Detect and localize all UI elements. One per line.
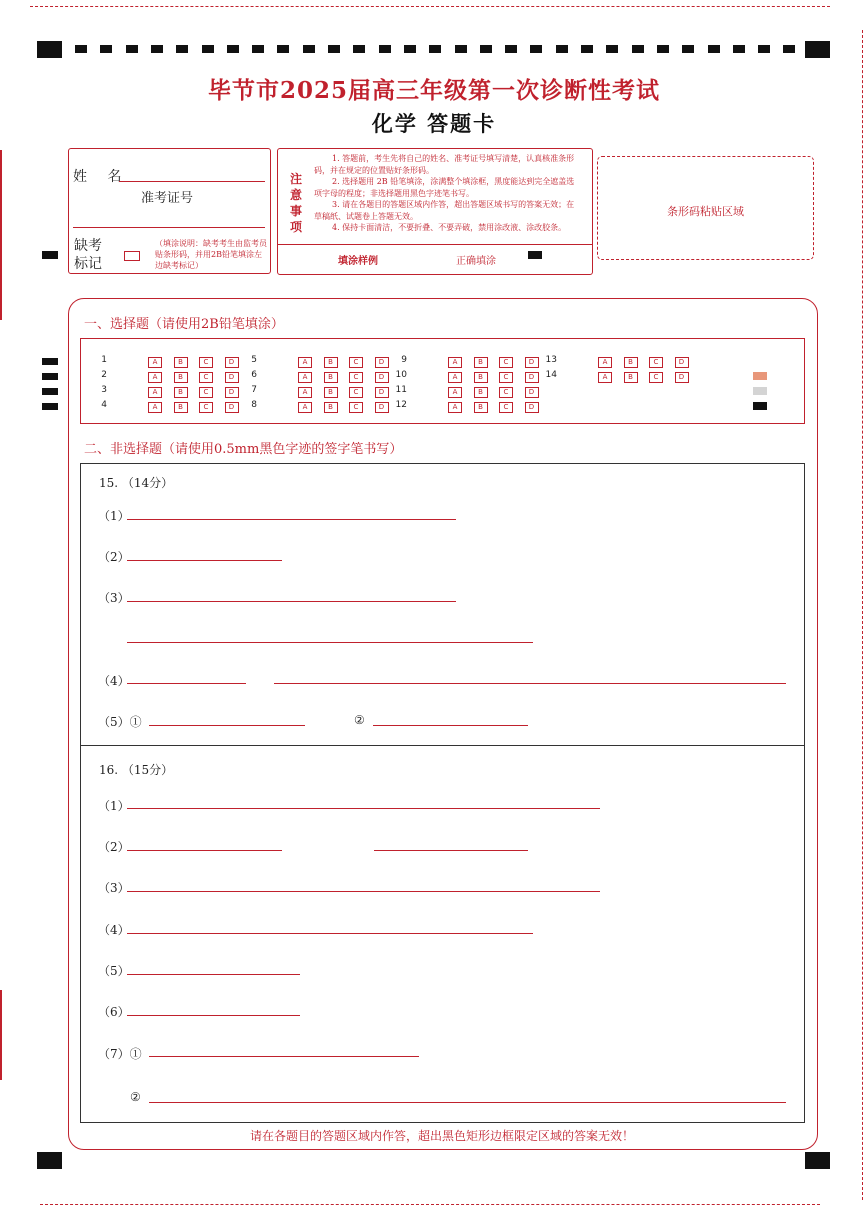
q15-part-label: ②: [354, 713, 365, 727]
name-field[interactable]: [119, 181, 265, 182]
option-bubble-a[interactable]: A: [148, 372, 162, 383]
barcode-area: [597, 156, 814, 260]
timing-mark: [75, 45, 87, 53]
q15-2-answer-line[interactable]: [127, 560, 282, 561]
option-bubble-b[interactable]: B: [474, 402, 488, 413]
q16-heading: 16. （15分）: [99, 763, 174, 777]
q16-part-label: （2）: [98, 840, 130, 854]
sample-label: 填涂样例: [338, 256, 378, 267]
question-number: 11: [395, 385, 407, 395]
q16-part-label: （1）: [98, 799, 130, 813]
option-bubble-d[interactable]: D: [225, 372, 239, 383]
option-bubble-b[interactable]: B: [624, 372, 638, 383]
question-number: 10: [395, 370, 407, 380]
q16-part-label: （3）: [98, 881, 130, 895]
filled-sample-icon: [528, 251, 542, 259]
question-number: 8: [251, 400, 257, 410]
option-bubble-b[interactable]: B: [174, 372, 188, 383]
timing-mark: [556, 45, 568, 53]
timing-mark: [758, 45, 770, 53]
name-label: 姓 名: [73, 169, 130, 185]
option-bubble-c[interactable]: C: [199, 387, 213, 398]
timing-mark: [176, 45, 188, 53]
q16-6-answer-line[interactable]: [127, 1015, 300, 1016]
timing-mark: [37, 41, 62, 58]
timing-mark: [126, 45, 138, 53]
q16-7a-answer-line[interactable]: [149, 1056, 419, 1057]
timing-mark: [530, 45, 542, 53]
q15-part-label: （5）①: [98, 715, 142, 729]
notice-box: [277, 148, 593, 275]
question-number: 14: [545, 370, 557, 380]
timing-mark: [303, 45, 315, 53]
bottom-dashed-border: [40, 1204, 820, 1205]
q15-heading: 15. （14分）: [99, 476, 174, 490]
q16-2-answer-line-2[interactable]: [374, 850, 528, 851]
q15-part-label: （1）: [98, 509, 130, 523]
section2-title: 二、非选择题（请使用0.5mm黑色字迹的签字笔书写）: [84, 442, 403, 457]
notice-item: 1. 答题前，考生先将自己的姓名、准考证号填写清楚，认真核准条形码，并在规定的位置贴好条形码。: [314, 154, 575, 175]
option-bubble-b[interactable]: B: [324, 387, 338, 398]
top-dashed-border: [30, 6, 830, 7]
candidate-info-box: [68, 148, 271, 274]
question-number: 7: [251, 385, 257, 395]
option-bubble-a[interactable]: A: [298, 372, 312, 383]
question-number: 9: [401, 355, 407, 365]
q15-4-answer-line-2[interactable]: [274, 683, 786, 684]
timing-mark: [480, 45, 492, 53]
question-number: 1: [101, 355, 107, 365]
right-dashed-border: [862, 30, 863, 1200]
option-bubble-a[interactable]: A: [148, 402, 162, 413]
absent-checkbox[interactable]: [124, 251, 140, 261]
option-bubble-d[interactable]: D: [675, 372, 689, 383]
option-bubble-c[interactable]: C: [349, 372, 363, 383]
option-bubble-c[interactable]: C: [649, 357, 663, 368]
option-bubble-a[interactable]: A: [298, 387, 312, 398]
section1-title: 一、选择题（请使用2B铅笔填涂）: [84, 317, 284, 332]
option-bubble-a[interactable]: A: [148, 387, 162, 398]
option-bubble-d[interactable]: D: [225, 387, 239, 398]
option-bubble-d[interactable]: D: [225, 402, 239, 413]
option-bubble-d[interactable]: D: [375, 357, 389, 368]
q16-part-label: （6）: [98, 1005, 130, 1019]
notice-item: 3. 请在各题目的答题区域内作答，超出答题区域书写的答案无效；在草稿纸、试题卷上答题无效。: [314, 200, 575, 221]
option-bubble-b[interactable]: B: [324, 402, 338, 413]
exam-id-label: 准考证号: [141, 191, 194, 206]
timing-mark: [783, 45, 795, 53]
left-edge-mark: [0, 990, 2, 1080]
timing-mark: [227, 45, 239, 53]
option-bubble-d[interactable]: D: [375, 387, 389, 398]
timing-mark: [277, 45, 289, 53]
option-bubble-a[interactable]: A: [448, 372, 462, 383]
timing-mark: [505, 45, 517, 53]
notice-items: [314, 153, 582, 234]
option-bubble-a[interactable]: A: [298, 357, 312, 368]
sample-swatch-black: [753, 402, 767, 410]
sample-swatch-light: [753, 372, 767, 380]
notice-item: 4. 保持卡面清洁，不要折叠、不要弄破，禁用涂改液、涂改胶条。: [332, 223, 567, 232]
absent-label: 缺考标记: [74, 238, 102, 272]
left-edge-mark: [0, 150, 2, 320]
corner-mark: [805, 1152, 830, 1169]
timing-mark: [682, 45, 694, 53]
timing-mark: [429, 45, 441, 53]
option-bubble-a[interactable]: A: [298, 402, 312, 413]
footer-note: 请在各题目的答题区域内作答，超出黑色矩形边框限定区域的答案无效！: [249, 1129, 634, 1143]
exam-title: 毕节市2025届高三年级第一次诊断性考试: [207, 77, 660, 104]
q15-box: [80, 463, 805, 746]
question-number: 5: [251, 355, 257, 365]
option-bubble-c[interactable]: C: [499, 402, 513, 413]
option-bubble-b[interactable]: B: [174, 402, 188, 413]
q15-part-label: （4）: [98, 674, 130, 688]
option-bubble-b[interactable]: B: [474, 357, 488, 368]
option-bubble-c[interactable]: C: [199, 402, 213, 413]
q15-4-answer-line[interactable]: [127, 683, 246, 684]
timing-mark: [42, 358, 58, 365]
q15-part-label: （2）: [98, 550, 130, 564]
timing-mark: [151, 45, 163, 53]
sample-swatch-gray: [753, 387, 767, 395]
timing-mark: [328, 45, 340, 53]
timing-mark: [632, 45, 644, 53]
option-bubble-a[interactable]: A: [448, 402, 462, 413]
timing-mark: [100, 45, 112, 53]
timing-mark: [455, 45, 467, 53]
q15-3-answer-line[interactable]: [127, 601, 456, 602]
timing-mark: [733, 45, 745, 53]
timing-mark: [708, 45, 720, 53]
option-bubble-c[interactable]: C: [349, 387, 363, 398]
q16-part-label: （7）①: [98, 1047, 142, 1061]
barcode-label: 条形码粘贴区域: [667, 205, 744, 218]
q15-part-label: （3）: [98, 591, 130, 605]
option-bubble-b[interactable]: B: [474, 372, 488, 383]
notice-item: 2. 选择题用 2B 铅笔填涂，涂满整个填涂框，黑度能达到完全遮盖选项字母的程度；非选择题用黑色字迹笔书写。: [314, 177, 575, 198]
option-bubble-c[interactable]: C: [199, 357, 213, 368]
option-bubble-a[interactable]: A: [448, 387, 462, 398]
divider: [73, 227, 265, 228]
option-bubble-a[interactable]: A: [148, 357, 162, 368]
question-number: 4: [101, 400, 107, 410]
q16-3-answer-line[interactable]: [127, 891, 600, 892]
option-bubble-a[interactable]: A: [448, 357, 462, 368]
option-bubble-d[interactable]: D: [375, 372, 389, 383]
absent-note: （填涂说明：缺考考生由监考员贴条形码，并用2B铅笔填涂左边缺考标记）: [155, 239, 267, 270]
corner-mark: [37, 1152, 62, 1169]
option-bubble-b[interactable]: B: [624, 357, 638, 368]
option-bubble-c[interactable]: C: [499, 372, 513, 383]
option-bubble-b[interactable]: B: [474, 387, 488, 398]
timing-mark: [202, 45, 214, 53]
question-number: 13: [545, 355, 557, 365]
question-number: 6: [251, 370, 257, 380]
option-bubble-b[interactable]: B: [324, 357, 338, 368]
q16-part-label: （4）: [98, 923, 130, 937]
q15-1-answer-line[interactable]: [127, 519, 456, 520]
q16-2-answer-line[interactable]: [127, 850, 282, 851]
question-number: 3: [101, 385, 107, 395]
timing-mark: [805, 41, 830, 58]
option-bubble-d[interactable]: D: [525, 387, 539, 398]
option-bubble-d[interactable]: D: [525, 372, 539, 383]
timing-mark: [42, 251, 58, 259]
divider: [278, 244, 592, 245]
choice-grid: [80, 338, 805, 424]
q16-part-label: （5）: [98, 964, 130, 978]
option-bubble-d[interactable]: D: [375, 402, 389, 413]
option-bubble-b[interactable]: B: [324, 372, 338, 383]
q15-5a-answer-line[interactable]: [149, 725, 305, 726]
option-bubble-c[interactable]: C: [199, 372, 213, 383]
q16-box: [80, 744, 805, 1123]
timing-mark: [379, 45, 391, 53]
option-bubble-a[interactable]: A: [598, 357, 612, 368]
option-bubble-c[interactable]: C: [349, 402, 363, 413]
q15-5b-answer-line[interactable]: [373, 725, 528, 726]
timing-mark: [606, 45, 618, 53]
q16-1-answer-line[interactable]: [127, 808, 600, 809]
q15-3-answer-line-2[interactable]: [127, 642, 533, 643]
option-bubble-d[interactable]: D: [675, 357, 689, 368]
timing-mark: [42, 388, 58, 395]
option-bubble-c[interactable]: C: [349, 357, 363, 368]
option-bubble-c[interactable]: C: [499, 357, 513, 368]
question-number: 12: [395, 400, 407, 410]
q16-5-answer-line[interactable]: [127, 974, 300, 975]
option-bubble-d[interactable]: D: [525, 402, 539, 413]
option-bubble-a[interactable]: A: [598, 372, 612, 383]
q16-4-answer-line[interactable]: [127, 933, 533, 934]
timing-mark: [404, 45, 416, 53]
timing-mark: [252, 45, 264, 53]
timing-mark: [353, 45, 365, 53]
card-subtitle: 化学 答题卡: [371, 111, 497, 136]
q16-part-label: ②: [130, 1090, 141, 1104]
timing-mark: [657, 45, 669, 53]
timing-mark: [42, 373, 58, 380]
option-bubble-b[interactable]: B: [174, 357, 188, 368]
correct-label: 正确填涂: [456, 256, 496, 267]
option-bubble-b[interactable]: B: [174, 387, 188, 398]
option-bubble-c[interactable]: C: [499, 387, 513, 398]
option-bubble-c[interactable]: C: [649, 372, 663, 383]
timing-mark: [42, 403, 58, 410]
question-number: 2: [101, 370, 107, 380]
timing-mark: [581, 45, 593, 53]
q16-7b-answer-line[interactable]: [149, 1102, 786, 1103]
option-bubble-d[interactable]: D: [525, 357, 539, 368]
notice-label: 注意事项: [290, 172, 303, 234]
option-bubble-d[interactable]: D: [225, 357, 239, 368]
